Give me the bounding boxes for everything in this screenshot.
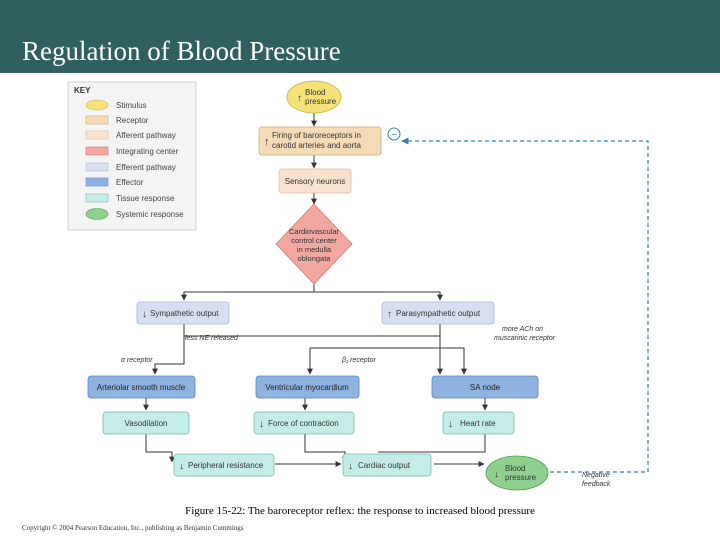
svg-text:Blood: Blood: [505, 464, 526, 473]
svg-text:Stimulus: Stimulus: [116, 101, 147, 110]
svg-text:↓: ↓: [142, 309, 147, 320]
key-item-receptor: [86, 116, 149, 125]
svg-text:Receptor: Receptor: [116, 116, 149, 125]
annotation-feedback: feedback: [582, 481, 611, 488]
tissue-vasodilation: [103, 412, 189, 434]
systemic-blood-pressure: [486, 456, 548, 490]
svg-text:Efferent pathway: Efferent pathway: [116, 163, 176, 172]
annotation-more-ach-1: more ACh on: [502, 326, 543, 333]
annotation-less-ne: less NE released: [185, 335, 238, 342]
svg-text:Sympathetic output: Sympathetic output: [150, 309, 219, 318]
svg-text:Tissue response: Tissue response: [116, 194, 175, 203]
tissue-cardiac-output: [343, 454, 431, 476]
key-item-afferent: [86, 131, 176, 140]
svg-text:Effector: Effector: [116, 178, 144, 187]
svg-text:Heart rate: Heart rate: [460, 419, 496, 428]
svg-text:pressure: pressure: [505, 473, 537, 482]
svg-text:Parasympathetic output: Parasympathetic output: [396, 309, 481, 318]
annotation-more-ach-2: muscarinic receptor: [494, 335, 556, 342]
tissue-heart-rate: [443, 412, 514, 434]
effector-arteriolar-smooth-muscle: [88, 376, 195, 398]
stimulus-blood-pressure: [287, 81, 341, 113]
key-item-efferent: [86, 163, 176, 172]
svg-text:Vasodilation: Vasodilation: [124, 419, 168, 428]
svg-text:↑: ↑: [264, 136, 270, 148]
svg-text:↓: ↓: [259, 419, 264, 430]
baroreflex-diagram: [0, 73, 720, 503]
key-item-stimulus: [86, 100, 147, 110]
figure-caption: Figure 15-22: The baroreceptor reflex: the response to increased blood pressure: [185, 505, 535, 517]
svg-text:Afferent pathway: Afferent pathway: [116, 131, 176, 140]
svg-text:Force of contraction: Force of contraction: [268, 419, 339, 428]
annotation-alpha-receptor: α receptor: [121, 357, 153, 364]
svg-text:Cardiac output: Cardiac output: [358, 461, 411, 470]
svg-text:Sensory neurons: Sensory neurons: [284, 177, 346, 186]
tissue-force-of-contraction: [254, 412, 354, 434]
efferent-sympathetic-output: [137, 302, 229, 324]
slide-header: [0, 0, 720, 73]
tissue-peripheral-resistance: [174, 454, 274, 476]
svg-text:Arteriolar smooth muscle: Arteriolar smooth muscle: [96, 383, 186, 392]
key-item-tissue: [86, 194, 175, 203]
svg-text:Cardiovascular: Cardiovascular: [288, 227, 340, 236]
svg-text:Blood: Blood: [305, 88, 326, 97]
afferent-sensory-neurons: [279, 169, 351, 193]
svg-text:in medulla: in medulla: [296, 245, 332, 254]
svg-text:↓: ↓: [494, 469, 499, 480]
key-item-systemic: [86, 209, 184, 220]
copyright-notice: Copyright © 2004 Pearson Education, Inc., publishing as Benjamin Cummings: [22, 524, 244, 532]
svg-text:↓: ↓: [448, 419, 453, 430]
svg-text:Integrating center: Integrating center: [116, 147, 179, 156]
svg-text:↑: ↑: [387, 309, 392, 320]
annotation-beta-receptor: β₁ receptor: [342, 357, 376, 364]
key-panel: [68, 82, 196, 230]
svg-text:SA node: SA node: [469, 383, 501, 392]
svg-text:Firing of baroreceptors in: Firing of baroreceptors in: [272, 131, 361, 140]
svg-text:carotid arteries and aorta: carotid arteries and aorta: [272, 141, 361, 150]
slide-title: Regulation of Blood Pressure: [22, 36, 341, 66]
efferent-parasympathetic-output: [382, 302, 494, 324]
effector-sa-node: [432, 376, 538, 398]
annotation-negative: Negative: [582, 472, 610, 479]
key-heading: KEY: [74, 86, 91, 95]
svg-text:Peripheral resistance: Peripheral resistance: [188, 461, 264, 470]
receptor-baroreceptors: [259, 127, 381, 155]
svg-text:↑: ↑: [297, 93, 302, 104]
key-item-integrating: [86, 147, 179, 156]
svg-text:Ventricular myocardium: Ventricular myocardium: [265, 383, 349, 392]
svg-text:control center: control center: [291, 236, 337, 245]
connectors: [146, 113, 485, 464]
svg-text:↓: ↓: [348, 461, 353, 472]
integrating-cardiovascular-control-center: [276, 204, 352, 284]
svg-text:oblongata: oblongata: [297, 254, 331, 263]
svg-text:Systemic response: Systemic response: [116, 210, 184, 219]
svg-text:↓: ↓: [179, 461, 184, 472]
svg-text:pressure: pressure: [305, 97, 337, 106]
effector-ventricular-myocardium: [256, 376, 359, 398]
svg-text:−: −: [391, 130, 397, 141]
feedback-minus-badge: [388, 128, 400, 141]
